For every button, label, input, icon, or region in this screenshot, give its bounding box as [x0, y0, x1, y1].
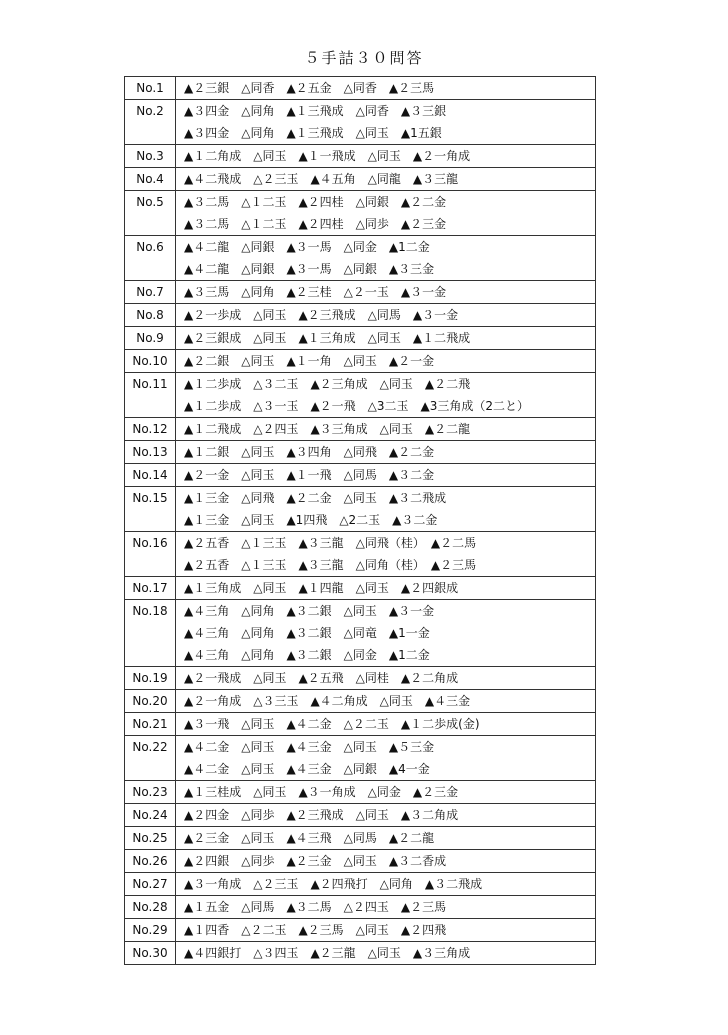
move-sequence: ▲２四金 △同歩 ▲２三飛成 △同玉 ▲３二角成: [184, 808, 459, 822]
problem-number: No.23: [125, 781, 176, 804]
problem-number: No.16: [125, 532, 176, 577]
page-title: ５手詰３０問答: [304, 49, 424, 67]
table-row: [125, 532, 596, 577]
table-row: [125, 487, 596, 532]
answer-moves: [176, 373, 596, 418]
answer-moves: [176, 191, 596, 236]
move-sequence: ▲２二銀 △同玉 ▲１一角 △同玉 ▲２一金: [184, 354, 435, 368]
move-sequence: ▲３一飛 △同玉 ▲４二金 △２二玉 ▲１二歩成(金): [184, 717, 480, 731]
answer-moves: [176, 77, 596, 100]
problem-number: No.12: [125, 418, 176, 441]
table-row: [125, 942, 596, 965]
move-sequence: ▲３二馬 △１二玉 ▲２四桂 △同銀 ▲２二金: [184, 195, 447, 209]
answer-table: [124, 76, 596, 965]
move-sequence: ▲３二馬 △１二玉 ▲２四桂 △同歩 ▲２三金: [184, 217, 447, 231]
move-sequence: ▲３四金 △同角 ▲１三飛成 △同玉 ▲1五銀: [184, 126, 442, 140]
table-row: [125, 373, 596, 418]
move-sequence: ▲２一飛成 △同玉 ▲２五飛 △同桂 ▲２二角成: [184, 671, 459, 685]
problem-number: No.17: [125, 577, 176, 600]
table-row: [125, 577, 596, 600]
move-sequence: ▲４二龍 △同銀 ▲３一馬 △同金 ▲1二金: [184, 240, 430, 254]
problem-number: No.19: [125, 667, 176, 690]
move-sequence: ▲２三銀 △同香 ▲２五金 △同香 ▲２三馬: [184, 81, 435, 95]
table-row: [125, 873, 596, 896]
answer-moves: [176, 667, 596, 690]
move-sequence: ▲１三金 △同玉 ▲1四飛 △2二玉 ▲３二金: [184, 513, 438, 527]
move-sequence: ▲３三馬 △同角 ▲２三桂 △２一玉 ▲３一金: [184, 285, 447, 299]
answer-moves: [176, 441, 596, 464]
answer-moves: [176, 145, 596, 168]
move-sequence: ▲１三金 △同飛 ▲２二金 △同玉 ▲３二飛成: [184, 491, 447, 505]
table-row: [125, 850, 596, 873]
answer-moves: [176, 281, 596, 304]
move-sequence: ▲４三角 △同角 ▲３二銀 △同玉 ▲３一金: [184, 604, 435, 618]
answer-moves: [176, 804, 596, 827]
move-sequence: ▲４二金 △同玉 ▲４三金 △同玉 ▲５三金: [184, 740, 435, 754]
move-sequence: ▲３一角成 △２三玉 ▲２四飛打 △同角 ▲３二飛成: [184, 877, 483, 891]
problem-number: No.29: [125, 919, 176, 942]
move-sequence: ▲２四銀 △同歩 ▲２三金 △同玉 ▲３二香成: [184, 854, 447, 868]
problem-number: No.22: [125, 736, 176, 781]
problem-number: No.25: [125, 827, 176, 850]
move-sequence: ▲２一金 △同玉 ▲１一飛 △同馬 ▲３二金: [184, 468, 435, 482]
answer-moves: [176, 464, 596, 487]
move-sequence: ▲１四香 △２二玉 ▲２三馬 △同玉 ▲２四飛: [184, 923, 447, 937]
problem-number: No.6: [125, 236, 176, 281]
answer-moves: [176, 919, 596, 942]
move-sequence: ▲１二角成 △同玉 ▲１一飛成 △同玉 ▲２一角成: [184, 149, 471, 163]
problem-number: No.20: [125, 690, 176, 713]
problem-number: No.21: [125, 713, 176, 736]
table-row: [125, 145, 596, 168]
table-row: [125, 919, 596, 942]
table-row: [125, 100, 596, 145]
table-row: [125, 191, 596, 236]
problem-number: No.14: [125, 464, 176, 487]
answer-moves: [176, 850, 596, 873]
move-sequence: ▲２一角成 △３三玉 ▲４二角成 △同玉 ▲４三金: [184, 694, 471, 708]
table-row: [125, 600, 596, 667]
move-sequence: ▲１三角成 △同玉 ▲１四龍 △同玉 ▲２四銀成: [184, 581, 459, 595]
problem-number: No.1: [125, 77, 176, 100]
table-row: [125, 281, 596, 304]
table-row: [125, 736, 596, 781]
table-row: [125, 350, 596, 373]
table-row: [125, 441, 596, 464]
move-sequence: ▲１二歩成 △３二玉 ▲２三角成 △同玉 ▲２二飛: [184, 377, 471, 391]
problem-number: No.9: [125, 327, 176, 350]
move-sequence: ▲２三金 △同玉 ▲４三飛 △同馬 ▲２二龍: [184, 831, 435, 845]
answer-moves: [176, 873, 596, 896]
table-row: [125, 804, 596, 827]
problem-number: No.11: [125, 373, 176, 418]
problem-number: No.7: [125, 281, 176, 304]
table-row: [125, 304, 596, 327]
move-sequence: ▲２五香 △１三玉 ▲３三龍 △同角（桂） ▲２三馬: [184, 558, 477, 572]
table-row: [125, 168, 596, 191]
problem-number: No.5: [125, 191, 176, 236]
problem-number: No.28: [125, 896, 176, 919]
table-row: [125, 827, 596, 850]
move-sequence: ▲１二歩成 △３一玉 ▲２一飛 △3二玉 ▲3三角成（2二と）: [184, 399, 530, 413]
table-row: [125, 464, 596, 487]
answer-moves: [176, 600, 596, 667]
table-row: [125, 236, 596, 281]
move-sequence: ▲４二龍 △同銀 ▲３一馬 △同銀 ▲３三金: [184, 262, 435, 276]
answer-moves: [176, 577, 596, 600]
move-sequence: ▲２三銀成 △同玉 ▲１三角成 △同玉 ▲１二飛成: [184, 331, 471, 345]
answer-moves: [176, 942, 596, 965]
answer-moves: [176, 690, 596, 713]
answer-moves: [176, 896, 596, 919]
table-row: [125, 690, 596, 713]
table-row: [125, 781, 596, 804]
answer-moves: [176, 487, 596, 532]
problem-number: No.3: [125, 145, 176, 168]
answer-moves: [176, 418, 596, 441]
problem-number: No.2: [125, 100, 176, 145]
problem-number: No.15: [125, 487, 176, 532]
table-row: [125, 713, 596, 736]
answer-moves: [176, 350, 596, 373]
move-sequence: ▲１五金 △同馬 ▲３二馬 △２四玉 ▲２三馬: [184, 900, 447, 914]
answer-moves: [176, 236, 596, 281]
answer-moves: [176, 532, 596, 577]
move-sequence: ▲４三角 △同角 ▲３二銀 △同金 ▲1二金: [184, 648, 430, 662]
move-sequence: ▲３四金 △同角 ▲１三飛成 △同香 ▲３三銀: [184, 104, 447, 118]
answer-moves: [176, 781, 596, 804]
table-row: [125, 418, 596, 441]
table-row: [125, 77, 596, 100]
table-row: [125, 327, 596, 350]
move-sequence: ▲１三桂成 △同玉 ▲３一角成 △同金 ▲２三金: [184, 785, 459, 799]
move-sequence: ▲４四銀打 △３四玉 ▲２三龍 △同玉 ▲３三角成: [184, 946, 471, 960]
answer-moves: [176, 100, 596, 145]
move-sequence: ▲１二銀 △同玉 ▲３四角 △同飛 ▲２二金: [184, 445, 435, 459]
problem-number: No.30: [125, 942, 176, 965]
problem-number: No.8: [125, 304, 176, 327]
move-sequence: ▲２一歩成 △同玉 ▲２三飛成 △同馬 ▲３一金: [184, 308, 459, 322]
move-sequence: ▲４二飛成 △２三玉 ▲４五角 △同龍 ▲３三龍: [184, 172, 459, 186]
table-row: [125, 896, 596, 919]
problem-number: No.10: [125, 350, 176, 373]
problem-number: No.26: [125, 850, 176, 873]
problem-number: No.18: [125, 600, 176, 667]
answer-moves: [176, 713, 596, 736]
problem-number: No.4: [125, 168, 176, 191]
problem-number: No.24: [125, 804, 176, 827]
table-row: [125, 667, 596, 690]
answer-moves: [176, 168, 596, 191]
answer-moves: [176, 736, 596, 781]
problem-number: No.13: [125, 441, 176, 464]
answer-moves: [176, 304, 596, 327]
move-sequence: ▲４三角 △同角 ▲３二銀 △同竜 ▲1一金: [184, 626, 430, 640]
move-sequence: ▲１二飛成 △２四玉 ▲３三角成 △同玉 ▲２二龍: [184, 422, 471, 436]
move-sequence: ▲２五香 △１三玉 ▲３三龍 △同飛（桂） ▲２二馬: [184, 536, 477, 550]
move-sequence: ▲４二金 △同玉 ▲４三金 △同銀 ▲4一金: [184, 762, 430, 776]
problem-number: No.27: [125, 873, 176, 896]
answer-moves: [176, 827, 596, 850]
answer-moves: [176, 327, 596, 350]
